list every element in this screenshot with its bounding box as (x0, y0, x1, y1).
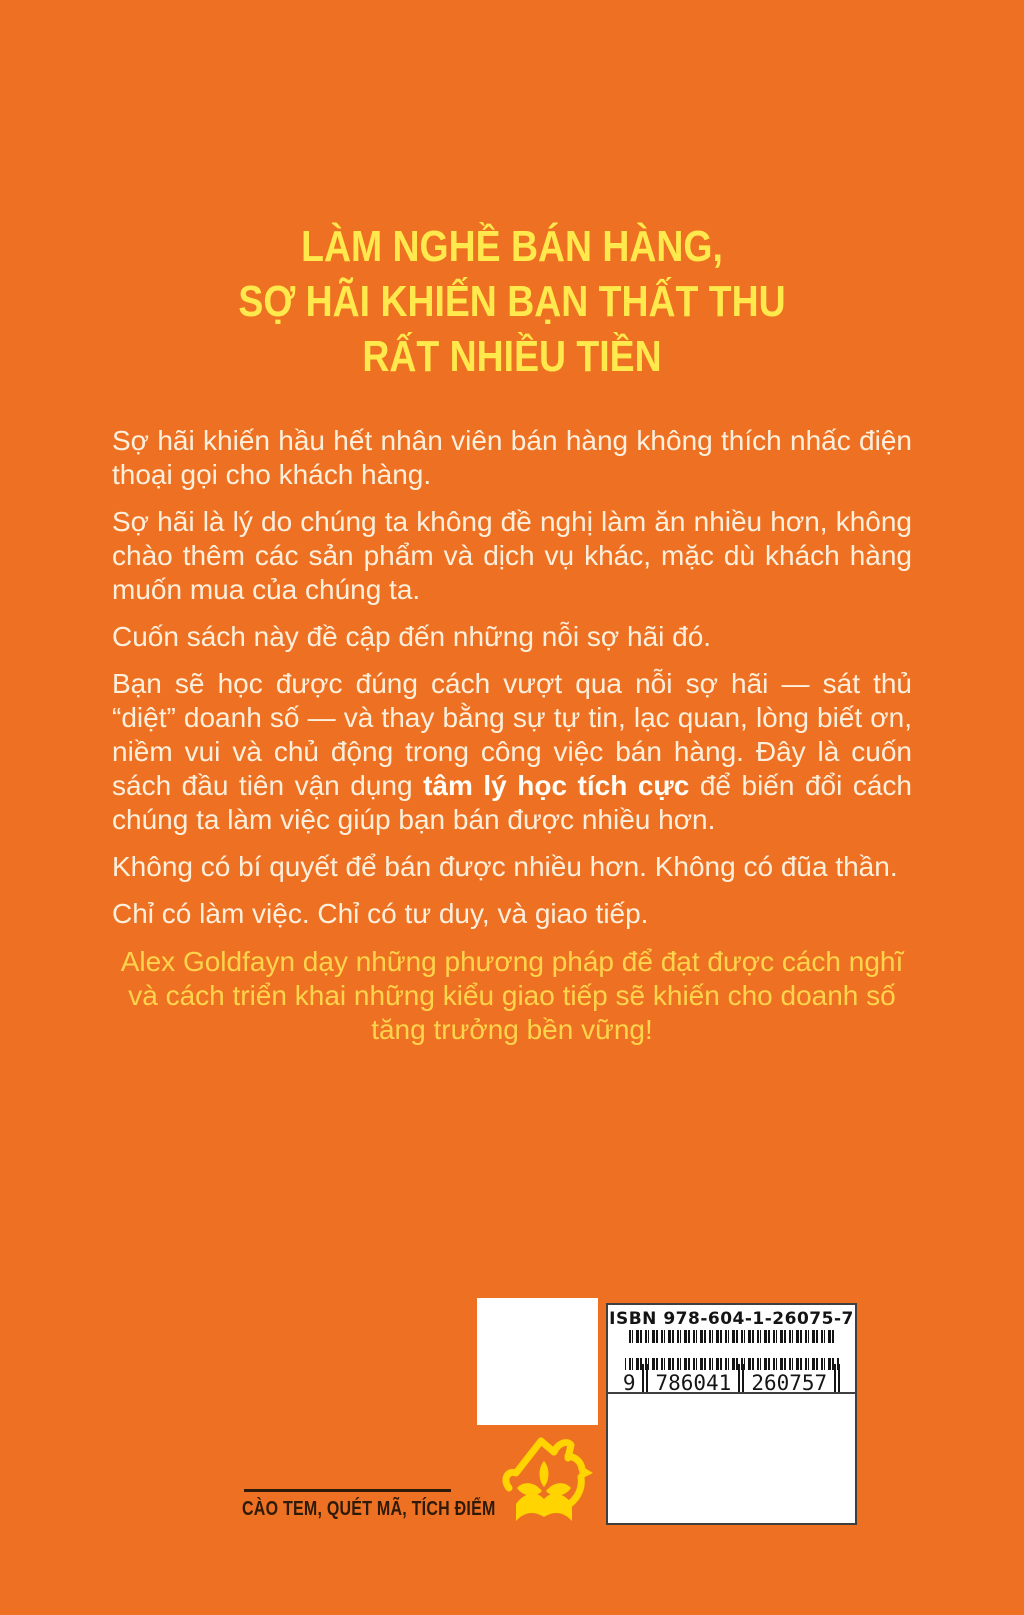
headline-line-1: LÀM NGHỀ BÁN HÀNG, (301, 222, 723, 271)
paragraph-4 (112, 667, 912, 837)
barcode-guard-icon (738, 1364, 744, 1394)
body-copy (112, 424, 912, 1047)
paragraph-4-tail: để biến đổi cách chúng ta làm việc giúp bạn bán được nhiều hơn. (112, 770, 912, 835)
barcode-strip-top (629, 1330, 834, 1343)
blank-sticker-box (477, 1298, 598, 1425)
loyalty-label: CÀO TEM, QUÉT MÃ, TÍCH ĐIỂM (242, 1498, 496, 1520)
paragraph-4-bold-phrase: tâm lý học tích cực (423, 770, 690, 801)
ean-digits (608, 1370, 855, 1394)
text-column (112, 0, 912, 1060)
isbn-label: ISBN 978-604-1-26075-7 (609, 1309, 854, 1329)
headline-line-3: RẤT NHIỀU TIỀN (362, 332, 662, 381)
loyalty-note (242, 1489, 559, 1521)
barcode-panel (606, 1303, 857, 1525)
loyalty-rule (244, 1489, 451, 1492)
barcode-guard-icon (834, 1364, 840, 1394)
paragraph-3: Cuốn sách này đề cập đến những nỗi sợ hãi đó. (112, 621, 712, 652)
highlight-paragraph: Alex Goldfayn dạy những phương pháp để đạt được cách nghĩ và cách triển khai những kiểu giao tiếp sẽ khiến cho doanh số tăng trưởng bền vững! (120, 946, 904, 1045)
ean-group-1: 9 (622, 1371, 636, 1395)
paragraph-1: Sợ hãi khiến hầu hết nhân viên bán hàng không thích nhấc điện thoại gọi cho khách hàng. (112, 425, 912, 490)
paragraph-6: Chỉ có làm việc. Chỉ có tư duy, và giao tiếp. (112, 898, 649, 929)
paragraph-2: Sợ hãi là lý do chúng ta không đề nghị làm ăn nhiều hơn, không chào thêm các sản phẩm và dịch vụ khác, mặc dù khách hàng muốn mua của chúng ta. (112, 506, 912, 605)
barcode-panel-divider (606, 1392, 857, 1394)
paragraph-5: Không có bí quyết để bán được nhiều hơn. Không có đũa thần. (112, 851, 898, 882)
headline-line-2: SỢ HÃI KHIẾN BẠN THẤT THU (238, 277, 786, 326)
paragraph-4-lead: Bạn sẽ học được đúng cách vượt qua nỗi sợ hãi — sát thủ “diệt” doanh số — và thay bằng sự tự tin, lạc quan, lòng biết ơn, niềm vui và chủ động trong công việc bán hàng. Đây là cuốn sách đầu tiên vận dụng (112, 668, 912, 801)
barcode-guard-icon (642, 1364, 648, 1394)
headline (112, 219, 912, 384)
ean-group-3: 260757 (751, 1371, 828, 1395)
barcode-strip-bottom (624, 1358, 839, 1370)
ean-group-2: 786041 (655, 1371, 732, 1395)
